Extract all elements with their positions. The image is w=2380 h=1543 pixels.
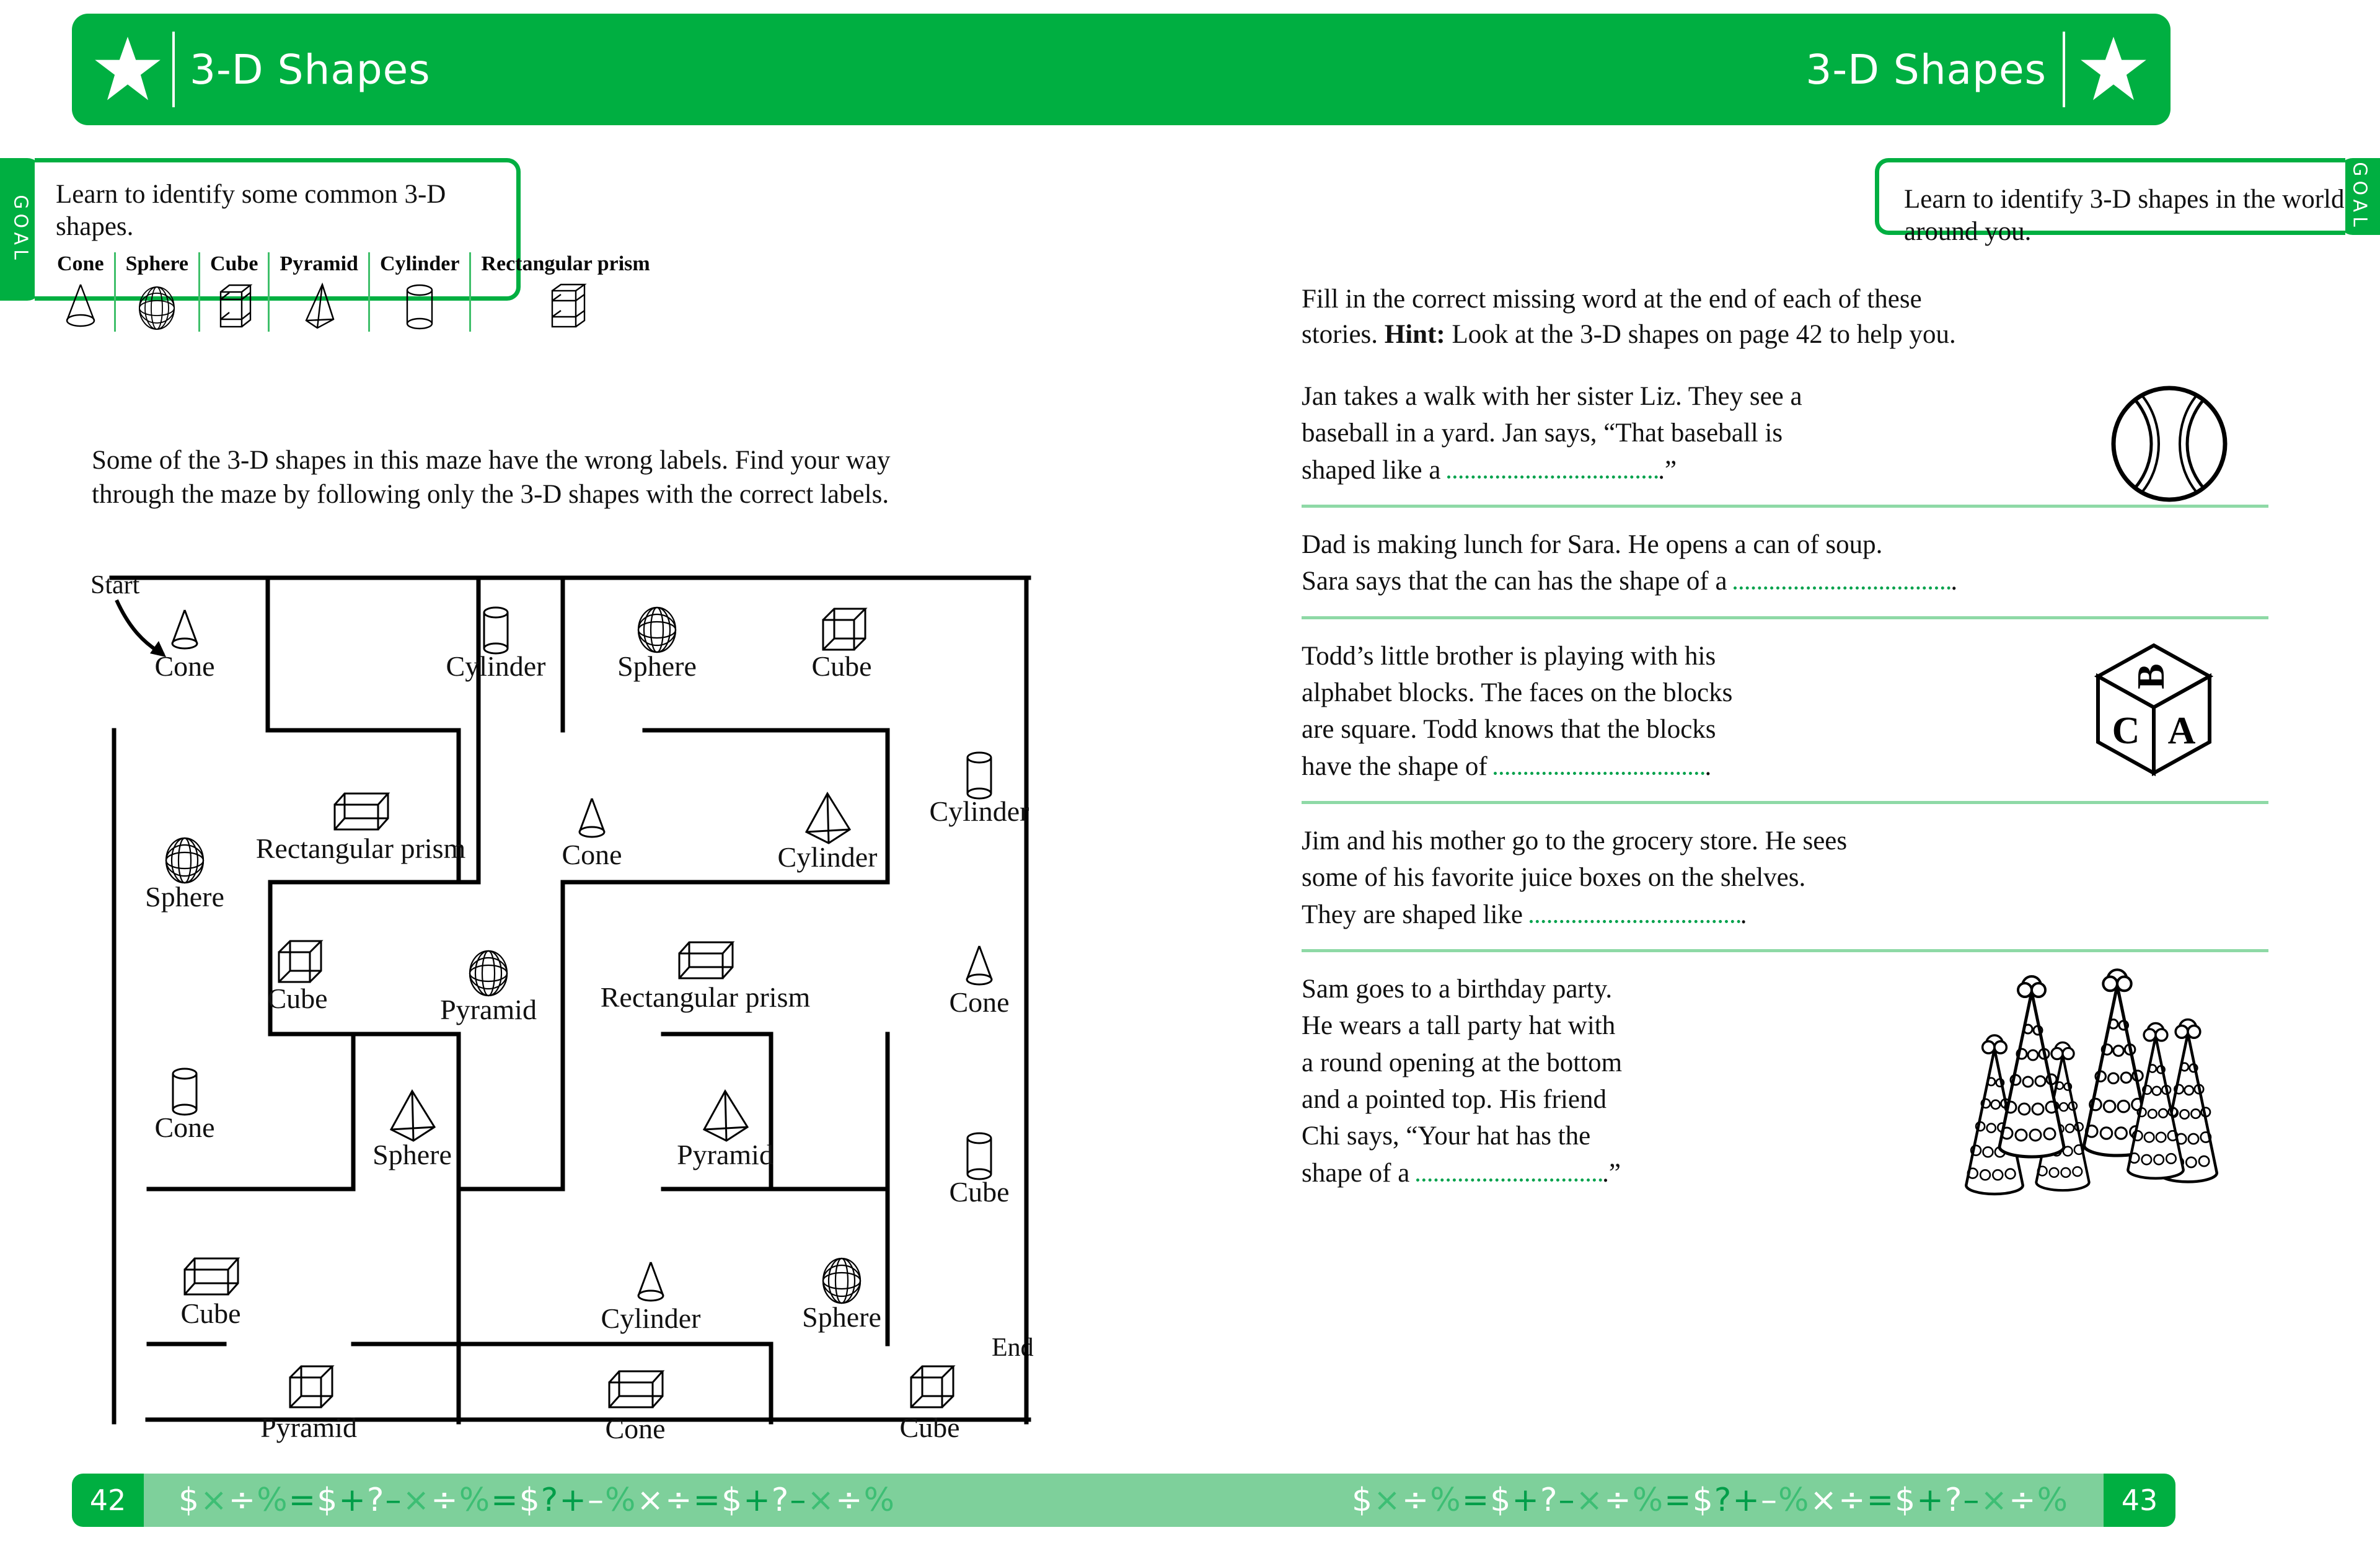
- instructions-line-2-post: Look at the 3-D shapes on page 42 to help you.: [1445, 319, 1956, 349]
- header-divider: [2063, 32, 2065, 107]
- story-line: have the shape of: [1302, 751, 1494, 781]
- svg-text:Cylinder: Cylinder: [929, 795, 1029, 827]
- instructions-line-1: Fill in the correct missing word at the end of each of these: [1302, 285, 1922, 314]
- instructions-line-2-pre: stories.: [1302, 319, 1385, 349]
- right-footer: [1190, 1474, 2175, 1527]
- story-line: shape of a: [1302, 1158, 1417, 1188]
- svg-text:Cylinder: Cylinder: [446, 650, 546, 682]
- story-line: Sara says that the can has the shape of a: [1302, 567, 1734, 596]
- story-line: Todd’s little brother is playing with his: [1302, 641, 1716, 671]
- svg-text:Cone: Cone: [154, 1112, 215, 1143]
- story-separator: [1302, 801, 2268, 804]
- story-separator: [1302, 949, 2268, 952]
- story-line-tail: .: [1950, 567, 1958, 596]
- legend-item-cone: [47, 252, 114, 332]
- story-line: some of his favorite juice boxes on the shelves.: [1302, 863, 1806, 893]
- left-goal-panel: [0, 158, 650, 301]
- answer-blank-juice-boxes[interactable]: [1530, 898, 1740, 923]
- story-instructions: [1302, 282, 2206, 353]
- pyramid-icon: [280, 281, 358, 332]
- left-footer: [72, 1474, 1190, 1527]
- story-line-tail: .”: [1658, 455, 1677, 485]
- legend-label: Cylinder: [379, 252, 460, 276]
- start-arrow: [117, 600, 166, 657]
- answer-blank-alphabet-blocks[interactable]: [1494, 749, 1704, 775]
- header-divider: [172, 32, 175, 107]
- footer-pattern-left: [144, 1474, 1190, 1527]
- svg-text:Cone: Cone: [562, 839, 622, 870]
- story-line: He wears a tall party hat with: [1302, 1011, 1616, 1041]
- answer-blank-party-hat[interactable]: [1416, 1156, 1602, 1182]
- goal-text-left: Learn to identify some common 3-D shapes.: [56, 180, 446, 241]
- story-line-tail: .”: [1602, 1158, 1621, 1188]
- shape-legend: [35, 252, 650, 332]
- right-goal-panel: [1875, 158, 2380, 246]
- legend-item-pyramid: [268, 252, 368, 332]
- right-page-title: 3-D Shapes: [1805, 45, 2047, 94]
- page-number-right: 43: [2104, 1474, 2175, 1527]
- svg-text:Cube: Cube: [811, 650, 872, 682]
- legend-item-cylinder: [368, 252, 469, 332]
- story-separator: [1302, 616, 2268, 619]
- svg-text:Sphere: Sphere: [145, 881, 224, 913]
- star-icon: [93, 35, 162, 104]
- maze-start-label: Start: [90, 571, 140, 599]
- cube-icon: [210, 281, 258, 332]
- maze-instructions: Some of the 3-D shapes in this maze have the wrong labels. Find your way through the maze by following only the 3-D shapes with the correct labels.: [92, 446, 891, 510]
- story-line: Jan takes a walk with her sister Liz. They see a: [1302, 382, 1802, 411]
- story-juice-boxes: [1302, 823, 2355, 952]
- story-line: and a pointed top. His friend: [1302, 1084, 1607, 1114]
- page-number-left: 42: [72, 1474, 144, 1527]
- svg-text:Pyramid: Pyramid: [440, 994, 537, 1025]
- story-list: [1302, 378, 2355, 1192]
- story-text: [1302, 526, 2231, 600]
- goal-text-right: Learn to identify 3-D shapes in the world around you.: [1904, 185, 2345, 246]
- goal-box-left: [35, 158, 650, 301]
- svg-text:Cube: Cube: [267, 983, 328, 1014]
- story-line: baseball in a yard. Jan says, “That baseball is: [1302, 418, 1783, 448]
- svg-text:C: C: [2112, 709, 2140, 752]
- svg-text:Pyramid: Pyramid: [260, 1412, 357, 1443]
- footer-symbols-right: $×÷%=$+?–×÷%=$?+–%×÷=$+?–×÷%: [1352, 1482, 2069, 1519]
- svg-text:Cube: Cube: [949, 1176, 1010, 1208]
- svg-text:Cone: Cone: [605, 1413, 666, 1444]
- story-text: [1302, 638, 1983, 785]
- legend-label: Sphere: [125, 252, 188, 276]
- left-page-header: [72, 14, 1190, 125]
- story-party-hat: [1302, 971, 2355, 1192]
- story-line-tail: .: [1704, 751, 1712, 781]
- legend-item-sphere: [114, 252, 198, 332]
- svg-text:Cylinder: Cylinder: [601, 1302, 701, 1334]
- alphabet-block-icon: [2082, 638, 2225, 780]
- answer-blank-baseball[interactable]: [1447, 453, 1658, 479]
- svg-text:Sphere: Sphere: [802, 1301, 881, 1333]
- legend-item-rect-prism: [469, 252, 659, 332]
- right-page-header: [1190, 14, 2171, 125]
- story-text: [1302, 378, 1983, 489]
- party-hats-icon: [1928, 975, 2275, 1222]
- legend-label: Rectangular prism: [481, 252, 650, 276]
- story-line: They are shaped like: [1302, 900, 1530, 929]
- svg-text:Cube: Cube: [899, 1412, 960, 1443]
- story-alphabet-blocks: [1302, 638, 2355, 804]
- story-line-tail: .: [1740, 900, 1747, 929]
- maze-cells: [145, 608, 1029, 1444]
- goal-box-right: [1875, 158, 2345, 246]
- footer-symbols-left: $×÷%=$+?–×÷%=$?+–%×÷=$+?–×÷%: [178, 1482, 896, 1519]
- legend-item-cube: [198, 252, 268, 332]
- svg-text:Rectangular prism: Rectangular prism: [600, 981, 811, 1013]
- story-text: [1302, 823, 2231, 933]
- svg-text:Cone: Cone: [154, 650, 215, 682]
- story-line: are square. Todd knows that the blocks: [1302, 715, 1716, 745]
- baseball-icon: [2107, 382, 2231, 506]
- svg-text:Pyramid: Pyramid: [677, 1139, 774, 1170]
- legend-label: Cone: [57, 252, 104, 276]
- svg-text:Sphere: Sphere: [617, 650, 697, 682]
- legend-label: Pyramid: [280, 252, 358, 276]
- left-page-title: 3-D Shapes: [190, 45, 431, 94]
- cone-icon: [57, 281, 104, 332]
- maze-end-label: End: [992, 1333, 1034, 1362]
- shape-maze[interactable]: [112, 575, 1029, 1444]
- story-line: alphabet blocks. The faces on the blocks: [1302, 678, 1733, 707]
- story-line: Dad is making lunch for Sara. He opens a can of soup.: [1302, 529, 1883, 559]
- footer-pattern-right: [1190, 1474, 2104, 1527]
- story-line: Sam goes to a birthday party.: [1302, 974, 1613, 1004]
- story-line: Chi says, “Your hat has the: [1302, 1121, 1591, 1151]
- story-line: a round opening at the bottom: [1302, 1048, 1623, 1077]
- svg-text:Cylinder: Cylinder: [777, 841, 878, 873]
- svg-text:Cone: Cone: [949, 986, 1010, 1018]
- instructions-hint-label: Hint:: [1384, 319, 1445, 349]
- story-text: [1302, 971, 1822, 1192]
- svg-text:Cube: Cube: [180, 1298, 241, 1329]
- answer-blank-soup-can[interactable]: [1734, 564, 1950, 590]
- sphere-icon: [126, 281, 188, 332]
- svg-text:Sphere: Sphere: [372, 1139, 452, 1170]
- goal-tab-label: GOAL: [9, 195, 32, 264]
- story-line: shaped like a: [1302, 455, 1448, 485]
- rectangular-prism-icon: [481, 281, 650, 332]
- svg-text:Rectangular prism: Rectangular prism: [255, 833, 466, 864]
- right-page: [1190, 0, 2380, 1543]
- goal-tab-label: GOAL: [2348, 162, 2371, 231]
- story-soup-can: [1302, 526, 2355, 619]
- cylinder-icon: [380, 281, 459, 332]
- legend-label: Cube: [209, 252, 258, 276]
- svg-text:A: A: [2167, 709, 2196, 752]
- star-icon: [2079, 35, 2148, 104]
- svg-text:B: B: [2130, 663, 2172, 689]
- story-baseball: [1302, 378, 2355, 508]
- story-line: Jim and his mother go to the grocery store. He sees: [1302, 826, 1848, 856]
